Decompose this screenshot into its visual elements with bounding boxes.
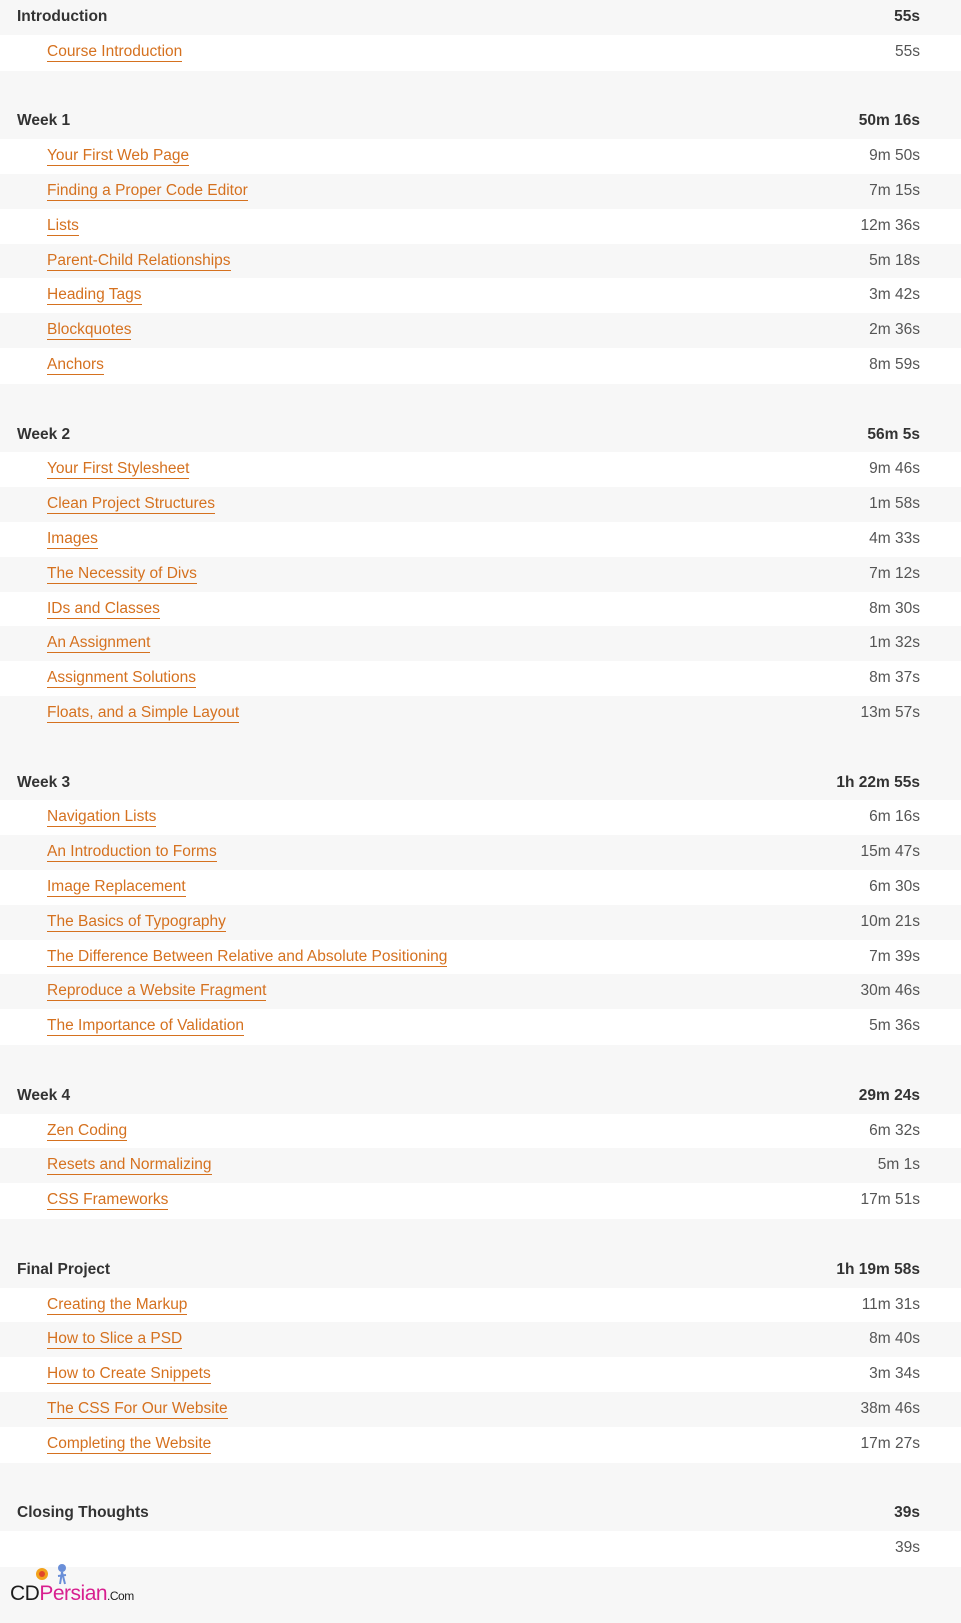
section-title: Week 4 [17, 1086, 71, 1104]
lesson-row [0, 487, 961, 523]
lesson-duration: 8m 59s [869, 356, 920, 373]
section-header [0, 0, 961, 36]
lesson-duration: 7m 12s [869, 564, 920, 582]
lesson-row [0, 626, 961, 662]
lesson-link[interactable]: Parent-Child Relationships [47, 251, 231, 269]
lesson-row [0, 800, 961, 836]
lesson-duration: 3m 34s [869, 1365, 920, 1383]
lesson-row [0, 1427, 961, 1463]
lesson-duration: 55s [895, 42, 920, 60]
lesson-duration: 4m 33s [869, 530, 920, 547]
lesson-duration: 8m 40s [869, 1330, 920, 1348]
section-header [0, 104, 961, 140]
lesson-row [0, 209, 961, 245]
lesson-duration: 39s [895, 1539, 920, 1557]
lesson-link[interactable]: Course Introduction [47, 42, 183, 60]
section-duration: 56m 5s [867, 425, 920, 443]
lesson-row [0, 1288, 961, 1324]
lesson-duration: 17m 51s [860, 1191, 920, 1209]
section-duration: 39s [894, 1504, 920, 1522]
section-duration: 55s [894, 8, 920, 25]
section-header [0, 1253, 961, 1289]
lesson-link[interactable]: Navigation Lists [47, 808, 157, 826]
lesson-row [0, 348, 961, 384]
lesson-duration: 1m 58s [869, 495, 920, 513]
lesson-link[interactable]: Heading Tags [47, 286, 142, 304]
lesson-link[interactable]: IDs and Classes [47, 599, 160, 617]
lesson-link[interactable]: Creating the Markup [47, 1295, 188, 1313]
section-duration: 50m 16s [858, 112, 920, 130]
lesson-row [0, 905, 961, 941]
lesson-link[interactable]: Your First Stylesheet [47, 460, 190, 478]
lesson-link[interactable]: Completing the Website [47, 1434, 212, 1452]
lesson-row [0, 139, 961, 175]
lesson-link[interactable]: An Introduction to Forms [47, 843, 217, 861]
lesson-row [0, 278, 961, 314]
section-header [0, 1079, 961, 1115]
lesson-link[interactable]: Assignment Solutions [47, 669, 197, 687]
lesson-row [0, 313, 961, 349]
lesson-duration: 11m 31s [861, 1295, 920, 1313]
lesson-duration: 8m 37s [869, 669, 920, 687]
lesson-link[interactable]: Images [47, 530, 98, 547]
lesson-duration: 10m 21s [860, 912, 920, 930]
lesson-duration: 17m 27s [860, 1434, 920, 1452]
section-header [0, 418, 961, 454]
lesson-duration: 12m 36s [860, 216, 920, 234]
lesson-duration: 7m 15s [869, 182, 920, 199]
lesson-row [0, 940, 961, 976]
lesson-row [0, 592, 961, 628]
lesson-row [0, 1183, 961, 1219]
section-title: Week 1 [17, 112, 71, 130]
lesson-duration: 9m 50s [869, 147, 920, 165]
lesson-duration: 13m 57s [860, 704, 920, 721]
lesson-duration: 2m 36s [869, 321, 920, 339]
lesson-row [0, 452, 961, 488]
lesson-link[interactable]: Reproduce a Website Fragment [47, 982, 267, 1000]
lesson-link[interactable]: How to Create Snippets [47, 1365, 211, 1383]
lesson-row [0, 522, 961, 558]
lesson-duration: 5m 36s [869, 1017, 920, 1035]
section-duration: 1h 22m 55s [836, 773, 920, 791]
lesson-duration: 1m 32s [869, 634, 920, 652]
lesson-duration: 9m 46s [869, 460, 920, 478]
lesson-row [0, 1531, 961, 1567]
lesson-row [0, 1322, 961, 1358]
lesson-row [0, 974, 961, 1010]
section-title: Week 2 [17, 425, 71, 443]
lesson-link[interactable]: Resets and Normalizing [47, 1156, 212, 1174]
lesson-link[interactable]: How to Slice a PSD [47, 1330, 183, 1348]
lesson-duration: 6m 30s [869, 878, 920, 895]
lesson-link[interactable]: An Assignment [47, 634, 151, 652]
section-title: Closing Thoughts [17, 1504, 149, 1522]
section-duration: 29m 24s [858, 1086, 920, 1104]
lesson-link[interactable]: Clean Project Structures [47, 495, 215, 513]
lesson-row [0, 870, 961, 906]
section-header [0, 766, 961, 802]
watermark-com: .Com [107, 1589, 134, 1603]
lesson-link[interactable]: Zen Coding [47, 1121, 128, 1139]
lesson-row [0, 244, 961, 280]
lesson-duration: 30m 46s [860, 982, 920, 1000]
section-title: Week 3 [17, 773, 71, 791]
lesson-duration: 3m 42s [869, 286, 920, 304]
lesson-row [0, 1392, 961, 1428]
lesson-link[interactable]: The Difference Between Relative and Absolute Positioning [47, 947, 448, 965]
lesson-row [0, 835, 961, 871]
section-title: Final Project [17, 1260, 111, 1278]
lesson-link[interactable]: Floats, and a Simple Layout [47, 704, 240, 721]
lesson-link[interactable]: Your First Web Page [47, 147, 190, 165]
lesson-row [0, 1148, 961, 1184]
lesson-duration: 6m 16s [869, 808, 920, 826]
lesson-link[interactable]: The Basics of Typography [47, 912, 226, 930]
section-header [0, 1496, 961, 1532]
lesson-row [0, 661, 961, 697]
lesson-link[interactable]: Finding a Proper Code Editor [47, 182, 248, 199]
lesson-link[interactable]: CSS Frameworks [47, 1191, 169, 1209]
lesson-row [0, 557, 961, 593]
lesson-link[interactable]: Blockquotes [47, 321, 132, 339]
lesson-link[interactable]: The Necessity of Divs [47, 564, 197, 582]
lesson-link[interactable]: Lists [47, 216, 79, 234]
lesson-duration: 8m 30s [869, 599, 920, 617]
lesson-row [0, 1114, 961, 1150]
lesson-duration: 5m 1s [877, 1156, 920, 1174]
section-duration: 1h 19m 58s [836, 1260, 920, 1278]
lesson-duration: 6m 32s [869, 1121, 920, 1139]
watermark-cd: CD [10, 1582, 40, 1605]
watermark-persian: Persian [39, 1582, 108, 1605]
lesson-duration: 5m 18s [869, 251, 920, 269]
lesson-link[interactable]: Anchors [47, 356, 104, 373]
lesson-link[interactable]: The CSS For Our Website [47, 1400, 228, 1417]
lesson-duration: 15m 47s [860, 843, 920, 861]
lesson-duration: 7m 39s [869, 947, 920, 965]
lesson-duration: 38m 46s [860, 1400, 920, 1417]
lesson-row [0, 696, 961, 732]
lesson-row [0, 1009, 961, 1045]
lesson-link[interactable]: The Importance of Validation [47, 1017, 245, 1035]
lesson-row [0, 35, 961, 71]
lesson-row [0, 174, 961, 210]
lesson-link[interactable]: Image Replacement [47, 878, 186, 895]
section-title: Introduction [17, 8, 108, 25]
lesson-row [0, 1357, 961, 1393]
